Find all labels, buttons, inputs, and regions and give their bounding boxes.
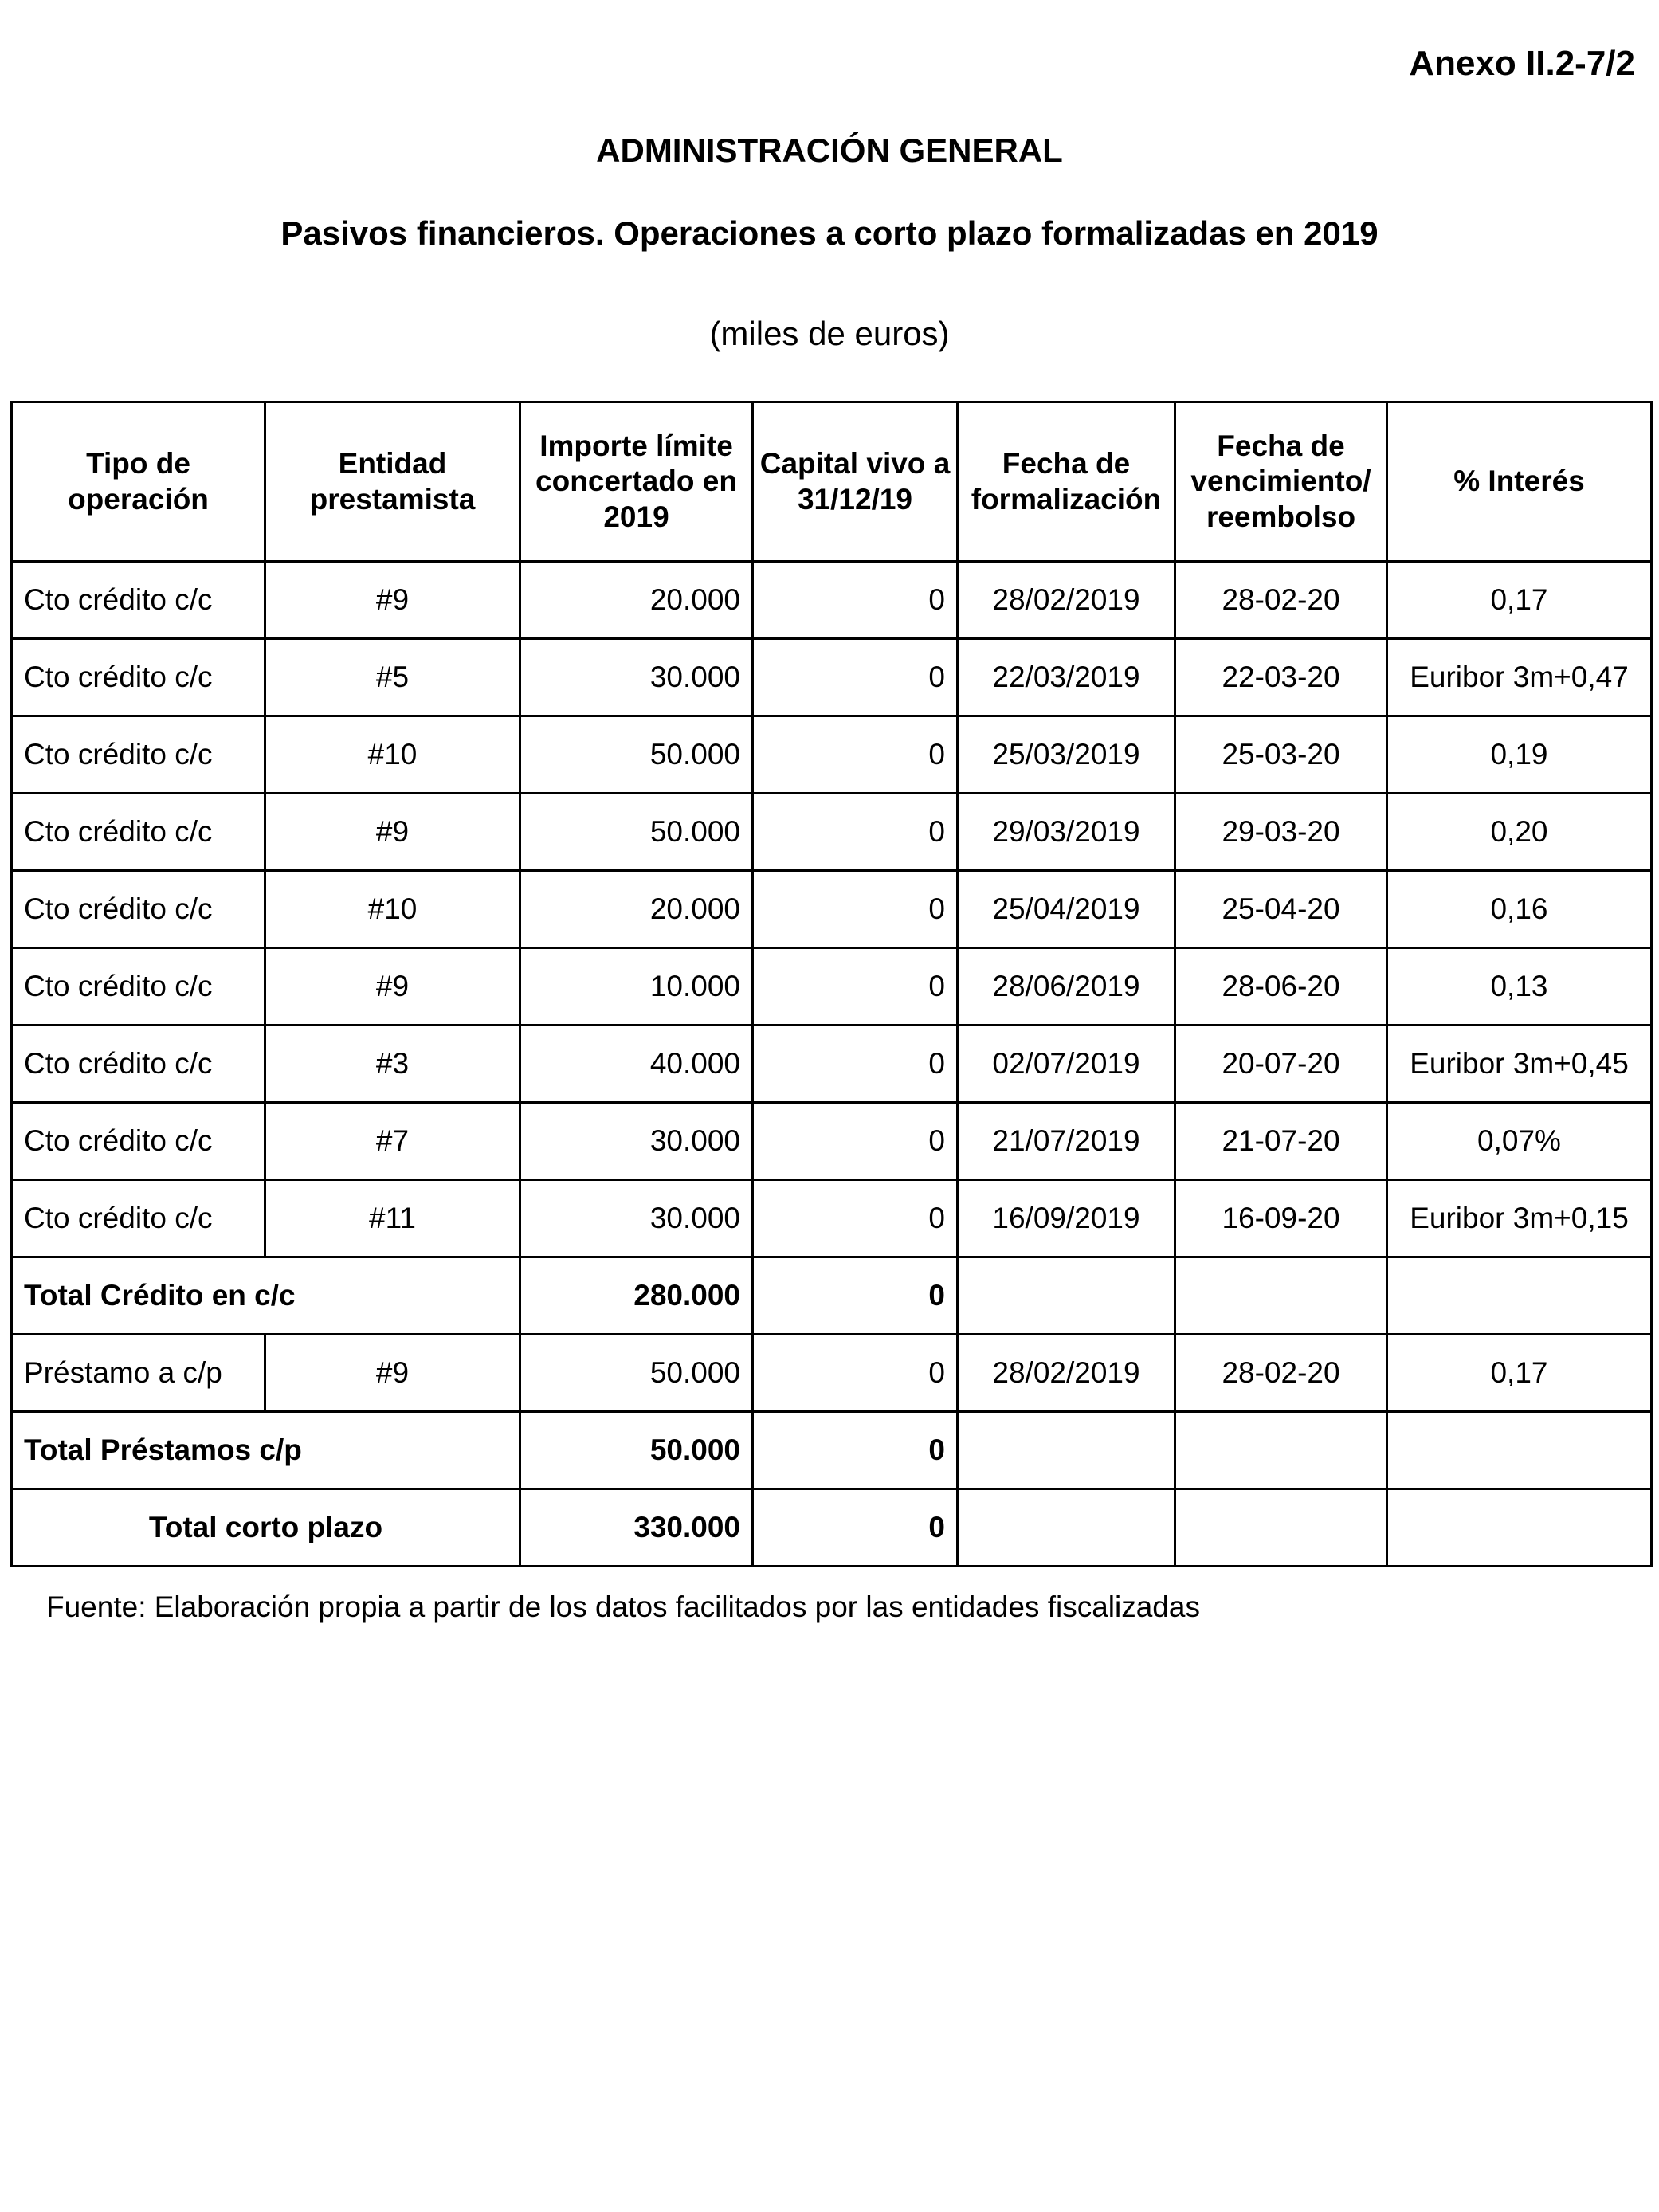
cell-lender: #5 <box>265 639 520 716</box>
cell-outstanding-capital: 0 <box>753 639 958 716</box>
cell-limit-amount: 10.000 <box>520 948 753 1026</box>
empty-cell <box>1175 1412 1387 1489</box>
cell-interest: 0,16 <box>1387 871 1652 948</box>
cell-operation-type: Cto crédito c/c <box>12 794 265 871</box>
cell-limit-amount: 30.000 <box>520 1103 753 1180</box>
cell-formalization-date: 22/03/2019 <box>958 639 1175 716</box>
cell-maturity-date: 25-03-20 <box>1175 716 1387 794</box>
cell-lender: #3 <box>265 1026 520 1103</box>
cell-outstanding-capital: 0 <box>753 871 958 948</box>
cell-formalization-date: 16/09/2019 <box>958 1180 1175 1257</box>
table-row <box>12 1026 1652 1103</box>
cell-limit-amount: 20.000 <box>520 871 753 948</box>
cell-interest: Euribor 3m+0,47 <box>1387 639 1652 716</box>
cell-limit-amount: 30.000 <box>520 1180 753 1257</box>
cell-formalization-date: 28/02/2019 <box>958 562 1175 639</box>
total-loans-label: Total Préstamos c/p <box>12 1412 520 1489</box>
cell-lender: #7 <box>265 1103 520 1180</box>
cell-maturity-date: 25-04-20 <box>1175 871 1387 948</box>
cell-outstanding-capital: 0 <box>753 1026 958 1103</box>
cell-limit-amount: 40.000 <box>520 1026 753 1103</box>
cell-lender: #10 <box>265 716 520 794</box>
total-credit-row <box>12 1257 1652 1335</box>
cell-operation-type: Cto crédito c/c <box>12 562 265 639</box>
total-credit-amount: 280.000 <box>520 1257 753 1335</box>
cell-maturity-date: 16-09-20 <box>1175 1180 1387 1257</box>
cell-operation-type: Préstamo a c/p <box>12 1335 265 1412</box>
operations-table <box>10 401 1653 1567</box>
total-credit-label: Total Crédito en c/c <box>12 1257 520 1335</box>
total-short-term-label: Total corto plazo <box>12 1489 520 1567</box>
cell-maturity-date: 29-03-20 <box>1175 794 1387 871</box>
cell-maturity-date: 28-02-20 <box>1175 562 1387 639</box>
empty-cell <box>958 1489 1175 1567</box>
cell-formalization-date: 21/07/2019 <box>958 1103 1175 1180</box>
cell-operation-type: Cto crédito c/c <box>12 1180 265 1257</box>
cell-interest: 0,17 <box>1387 1335 1652 1412</box>
annex-reference: Anexo II.2-7/2 <box>1409 44 1635 83</box>
cell-outstanding-capital: 0 <box>753 562 958 639</box>
cell-limit-amount: 50.000 <box>520 794 753 871</box>
cell-interest: Euribor 3m+0,15 <box>1387 1180 1652 1257</box>
cell-interest: 0,07% <box>1387 1103 1652 1180</box>
header-interest: % Interés <box>1387 402 1652 562</box>
cell-lender: #9 <box>265 794 520 871</box>
table-header-row <box>12 402 1652 562</box>
cell-operation-type: Cto crédito c/c <box>12 716 265 794</box>
cell-outstanding-capital: 0 <box>753 1180 958 1257</box>
total-short-term-row <box>12 1489 1652 1567</box>
empty-cell <box>958 1412 1175 1489</box>
cell-maturity-date: 20-07-20 <box>1175 1026 1387 1103</box>
empty-cell <box>1175 1489 1387 1567</box>
cell-maturity-date: 28-06-20 <box>1175 948 1387 1026</box>
cell-interest: 0,13 <box>1387 948 1652 1026</box>
total-loans-capital: 0 <box>753 1412 958 1489</box>
cell-limit-amount: 50.000 <box>520 716 753 794</box>
total-loans-amount: 50.000 <box>520 1412 753 1489</box>
table-row <box>12 1180 1652 1257</box>
header-operation-type: Tipo de operación <box>12 402 265 562</box>
empty-cell <box>958 1257 1175 1335</box>
cell-lender: #9 <box>265 562 520 639</box>
cell-outstanding-capital: 0 <box>753 1103 958 1180</box>
cell-maturity-date: 21-07-20 <box>1175 1103 1387 1180</box>
cell-lender: #9 <box>265 1335 520 1412</box>
cell-interest: Euribor 3m+0,45 <box>1387 1026 1652 1103</box>
cell-operation-type: Cto crédito c/c <box>12 1026 265 1103</box>
cell-operation-type: Cto crédito c/c <box>12 871 265 948</box>
table-row <box>12 562 1652 639</box>
cell-maturity-date: 28-02-20 <box>1175 1335 1387 1412</box>
cell-limit-amount: 30.000 <box>520 639 753 716</box>
cell-operation-type: Cto crédito c/c <box>12 948 265 1026</box>
cell-lender: #10 <box>265 871 520 948</box>
cell-interest: 0,19 <box>1387 716 1652 794</box>
cell-formalization-date: 25/03/2019 <box>958 716 1175 794</box>
table-row <box>12 871 1652 948</box>
cell-formalization-date: 28/06/2019 <box>958 948 1175 1026</box>
table-row <box>12 794 1652 871</box>
header-maturity-date: Fecha de vencimiento/ reembolso <box>1175 402 1387 562</box>
header-lender: Entidad prestamista <box>265 402 520 562</box>
units-subtitle: (miles de euros) <box>709 315 950 352</box>
cell-limit-amount: 50.000 <box>520 1335 753 1412</box>
cell-outstanding-capital: 0 <box>753 716 958 794</box>
total-short-term-amount: 330.000 <box>520 1489 753 1567</box>
table-row <box>12 1103 1652 1180</box>
cell-outstanding-capital: 0 <box>753 1335 958 1412</box>
cell-operation-type: Cto crédito c/c <box>12 639 265 716</box>
header-outstanding-capital: Capital vivo a 31/12/19 <box>753 402 958 562</box>
cell-maturity-date: 22-03-20 <box>1175 639 1387 716</box>
table-row <box>12 639 1652 716</box>
cell-operation-type: Cto crédito c/c <box>12 1103 265 1180</box>
total-loans-row <box>12 1412 1652 1489</box>
total-short-term-capital: 0 <box>753 1489 958 1567</box>
cell-formalization-date: 28/02/2019 <box>958 1335 1175 1412</box>
table-row <box>12 1335 1652 1412</box>
empty-cell <box>1387 1489 1652 1567</box>
cell-outstanding-capital: 0 <box>753 794 958 871</box>
total-credit-capital: 0 <box>753 1257 958 1335</box>
header-limit-amount: Importe límite concertado en 2019 <box>520 402 753 562</box>
empty-cell <box>1387 1257 1652 1335</box>
cell-interest: 0,17 <box>1387 562 1652 639</box>
page-title: Pasivos financieros. Operaciones a corto plazo formalizadas en 2019 <box>280 214 1379 252</box>
cell-outstanding-capital: 0 <box>753 948 958 1026</box>
cell-interest: 0,20 <box>1387 794 1652 871</box>
source-note: Fuente: Elaboración propia a partir de los datos facilitados por las entidades fiscalizadas <box>46 1590 1200 1623</box>
cell-lender: #9 <box>265 948 520 1026</box>
cell-formalization-date: 02/07/2019 <box>958 1026 1175 1103</box>
organization-heading: ADMINISTRACIÓN GENERAL <box>596 131 1063 169</box>
cell-formalization-date: 25/04/2019 <box>958 871 1175 948</box>
cell-formalization-date: 29/03/2019 <box>958 794 1175 871</box>
table-row <box>12 716 1652 794</box>
cell-lender: #11 <box>265 1180 520 1257</box>
empty-cell <box>1387 1412 1652 1489</box>
header-formalization-date: Fecha de formalización <box>958 402 1175 562</box>
cell-limit-amount: 20.000 <box>520 562 753 639</box>
table-row <box>12 948 1652 1026</box>
empty-cell <box>1175 1257 1387 1335</box>
